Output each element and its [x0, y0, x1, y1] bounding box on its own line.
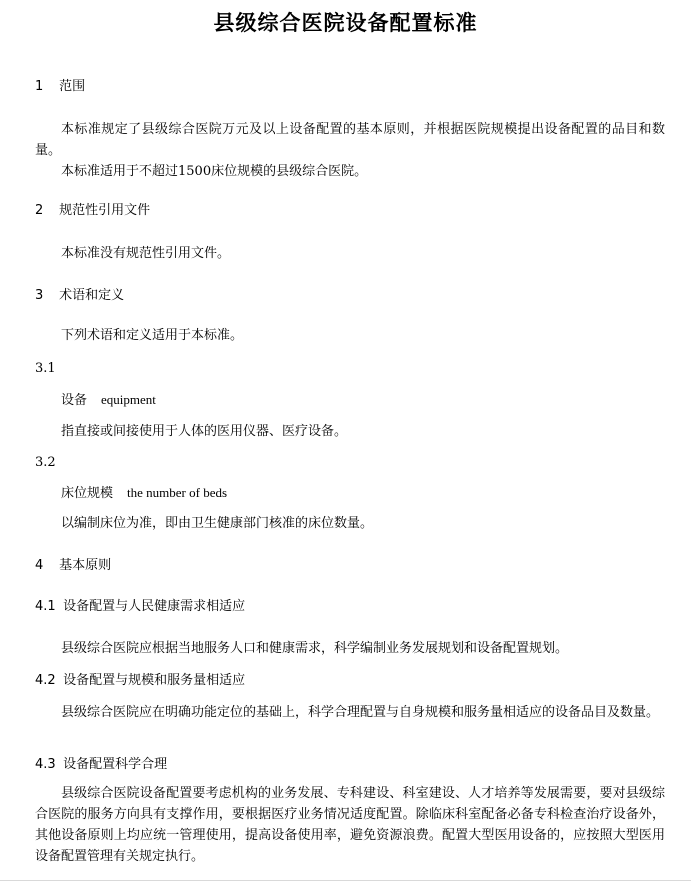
section-1-heading — [35, 78, 85, 96]
subsection-4-3-heading — [35, 756, 167, 774]
section-1-paragraph-2: 本标准适用于不超过1500床位规模的县级综合医院。 — [61, 164, 368, 179]
section-1-paragraph-1: 本标准规定了县级综合医院万元及以上设备配置的基本原则，并根据医院规模提出设备配置的品目和数量。 — [35, 122, 665, 158]
term-2-definition: 以编制床位为准，即由卫生健康部门核准的床位数量。 — [61, 516, 374, 531]
subsection-4-1-heading — [35, 598, 245, 616]
subsection-4-2-heading — [35, 672, 245, 690]
subsection-title: 设备配置与人民健康需求相适应 — [63, 599, 246, 614]
section-number: 1 — [35, 79, 44, 94]
section-number: 2 — [35, 203, 44, 218]
subsection-number: 4.1 — [35, 599, 56, 614]
term-1-number: 3.1 — [35, 361, 56, 376]
subsection-number: 4.3 — [35, 757, 56, 772]
section-title: 术语和定义 — [59, 288, 125, 303]
section-4-heading — [35, 557, 111, 575]
subsection-title: 设备配置与规模和服务量相适应 — [63, 673, 246, 688]
term-1-chinese: 设备 — [61, 393, 88, 408]
subsection-title: 设备配置科学合理 — [63, 757, 168, 772]
section-2-paragraph: 本标准没有规范性引用文件。 — [61, 246, 231, 261]
section-title: 基本原则 — [59, 558, 112, 573]
term-1-definition: 指直接或间接使用于人体的医用仪器、医疗设备。 — [61, 424, 348, 439]
section-2-heading — [35, 202, 150, 220]
section-3-paragraph: 下列术语和定义适用于本标准。 — [61, 328, 244, 343]
section-3-heading — [35, 287, 124, 305]
term-2-chinese: 床位规模 — [61, 486, 114, 501]
subsection-4-3-paragraph: 县级综合医院设备配置要考虑机构的业务发展、专科建设、科室建设、人才培养等发展需要，要对县级综合医院的服务方向具有支撑作用，要根据医疗业务情况适度配置。除临床科室配备必备专科检查治疗设备外，其他设备原则上均应统一管理使用，提高设备使用率，避免资源浪费。配置大型医用设备的，应按照大型医用设备配置管理有关规定执行。 — [35, 786, 665, 864]
term-2-english: the number of beds — [127, 485, 228, 500]
subsection-4-2-paragraph: 县级综合医院应在明确功能定位的基础上，科学合理配置与自身规模和服务量相适应的设备品目及数量。 — [61, 705, 660, 720]
term-2-number: 3.2 — [35, 455, 56, 470]
document-title: 县级综合医院设备配置标准 — [213, 11, 478, 35]
term-2-line — [61, 484, 227, 503]
term-1-line — [61, 391, 156, 410]
section-number: 3 — [35, 288, 44, 303]
subsection-number: 4.2 — [35, 673, 56, 688]
subsection-4-1-paragraph: 县级综合医院应根据当地服务人口和健康需求，科学编制业务发展规划和设备配置规划。 — [61, 641, 569, 656]
section-number: 4 — [35, 558, 44, 573]
page-bottom-divider — [0, 880, 691, 881]
section-title: 范围 — [59, 79, 86, 94]
term-1-english: equipment — [101, 392, 156, 407]
section-title: 规范性引用文件 — [59, 203, 151, 218]
